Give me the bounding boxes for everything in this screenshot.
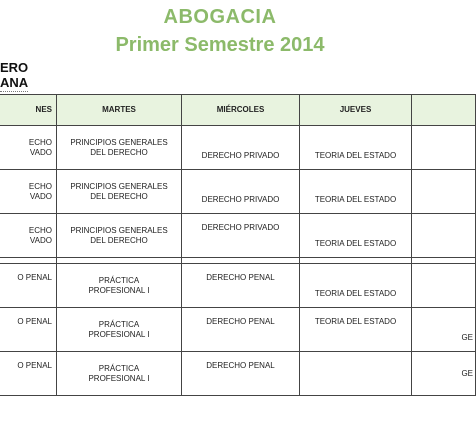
- cell-tuesday: PRINCIPIOS GENERALES DEL DERECHO: [57, 126, 182, 170]
- column-header-wednesday: MIÉRCOLES: [182, 95, 300, 126]
- cell-friday: GE: [412, 352, 476, 396]
- cell-tuesday: PRÁCTICA PROFESIONAL I: [57, 264, 182, 308]
- cell-friday: [412, 214, 476, 258]
- cell-wednesday: DERECHO PENAL: [182, 352, 300, 396]
- cell-tuesday: PRINCIPIOS GENERALES DEL DERECHO: [57, 170, 182, 214]
- cell-friday: GE: [412, 308, 476, 352]
- cell-thursday: TEORIA DEL ESTADO: [300, 126, 412, 170]
- cell-monday: ECHO VADO: [0, 214, 57, 258]
- table-row: [0, 308, 476, 352]
- left-label-1: ERO: [0, 60, 29, 75]
- cell-friday: [412, 126, 476, 170]
- cell-thursday: [300, 352, 412, 396]
- cell-friday: [412, 170, 476, 214]
- schedule-table: [0, 94, 476, 396]
- cell-monday: ECHO VADO: [0, 126, 57, 170]
- table-row: [0, 264, 476, 308]
- cell-wednesday: DERECHO PENAL: [182, 264, 300, 308]
- cell-wednesday: DERECHO PRIVADO: [182, 170, 300, 214]
- page-title: ABOGACIA: [163, 6, 277, 28]
- cell-thursday: TEORIA DEL ESTADO: [300, 308, 412, 352]
- cell-wednesday: DERECHO PENAL: [182, 308, 300, 352]
- table-row: [0, 352, 476, 396]
- cell-wednesday: DERECHO PRIVADO: [182, 214, 300, 258]
- cell-monday: O PENAL: [0, 264, 57, 308]
- cell-friday: [412, 264, 476, 308]
- cell-monday: O PENAL: [0, 308, 57, 352]
- label-divider: [0, 91, 28, 92]
- cell-thursday: TEORIA DEL ESTADO: [300, 264, 412, 308]
- cell-thursday: TEORIA DEL ESTADO: [300, 214, 412, 258]
- page-subtitle: Primer Semestre 2014: [115, 34, 325, 56]
- column-header-friday: [412, 95, 476, 126]
- cell-thursday: TEORIA DEL ESTADO: [300, 170, 412, 214]
- column-header-tuesday: MARTES: [57, 95, 182, 126]
- cell-tuesday: PRINCIPIOS GENERALES DEL DERECHO: [57, 214, 182, 258]
- column-header-thursday: JUEVES: [300, 95, 412, 126]
- cell-monday: ECHO VADO: [0, 170, 57, 214]
- cell-monday: O PENAL: [0, 352, 57, 396]
- cell-tuesday: PRÁCTICA PROFESIONAL I: [57, 308, 182, 352]
- cell-wednesday: DERECHO PRIVADO: [182, 126, 300, 170]
- column-header-monday: NES: [0, 95, 57, 126]
- table-row: [0, 214, 476, 258]
- left-label-2: ANA: [0, 75, 29, 90]
- table-row: [0, 170, 476, 214]
- cell-tuesday: PRÁCTICA PROFESIONAL I: [57, 352, 182, 396]
- table-header-row: [0, 95, 476, 126]
- table-row: [0, 126, 476, 170]
